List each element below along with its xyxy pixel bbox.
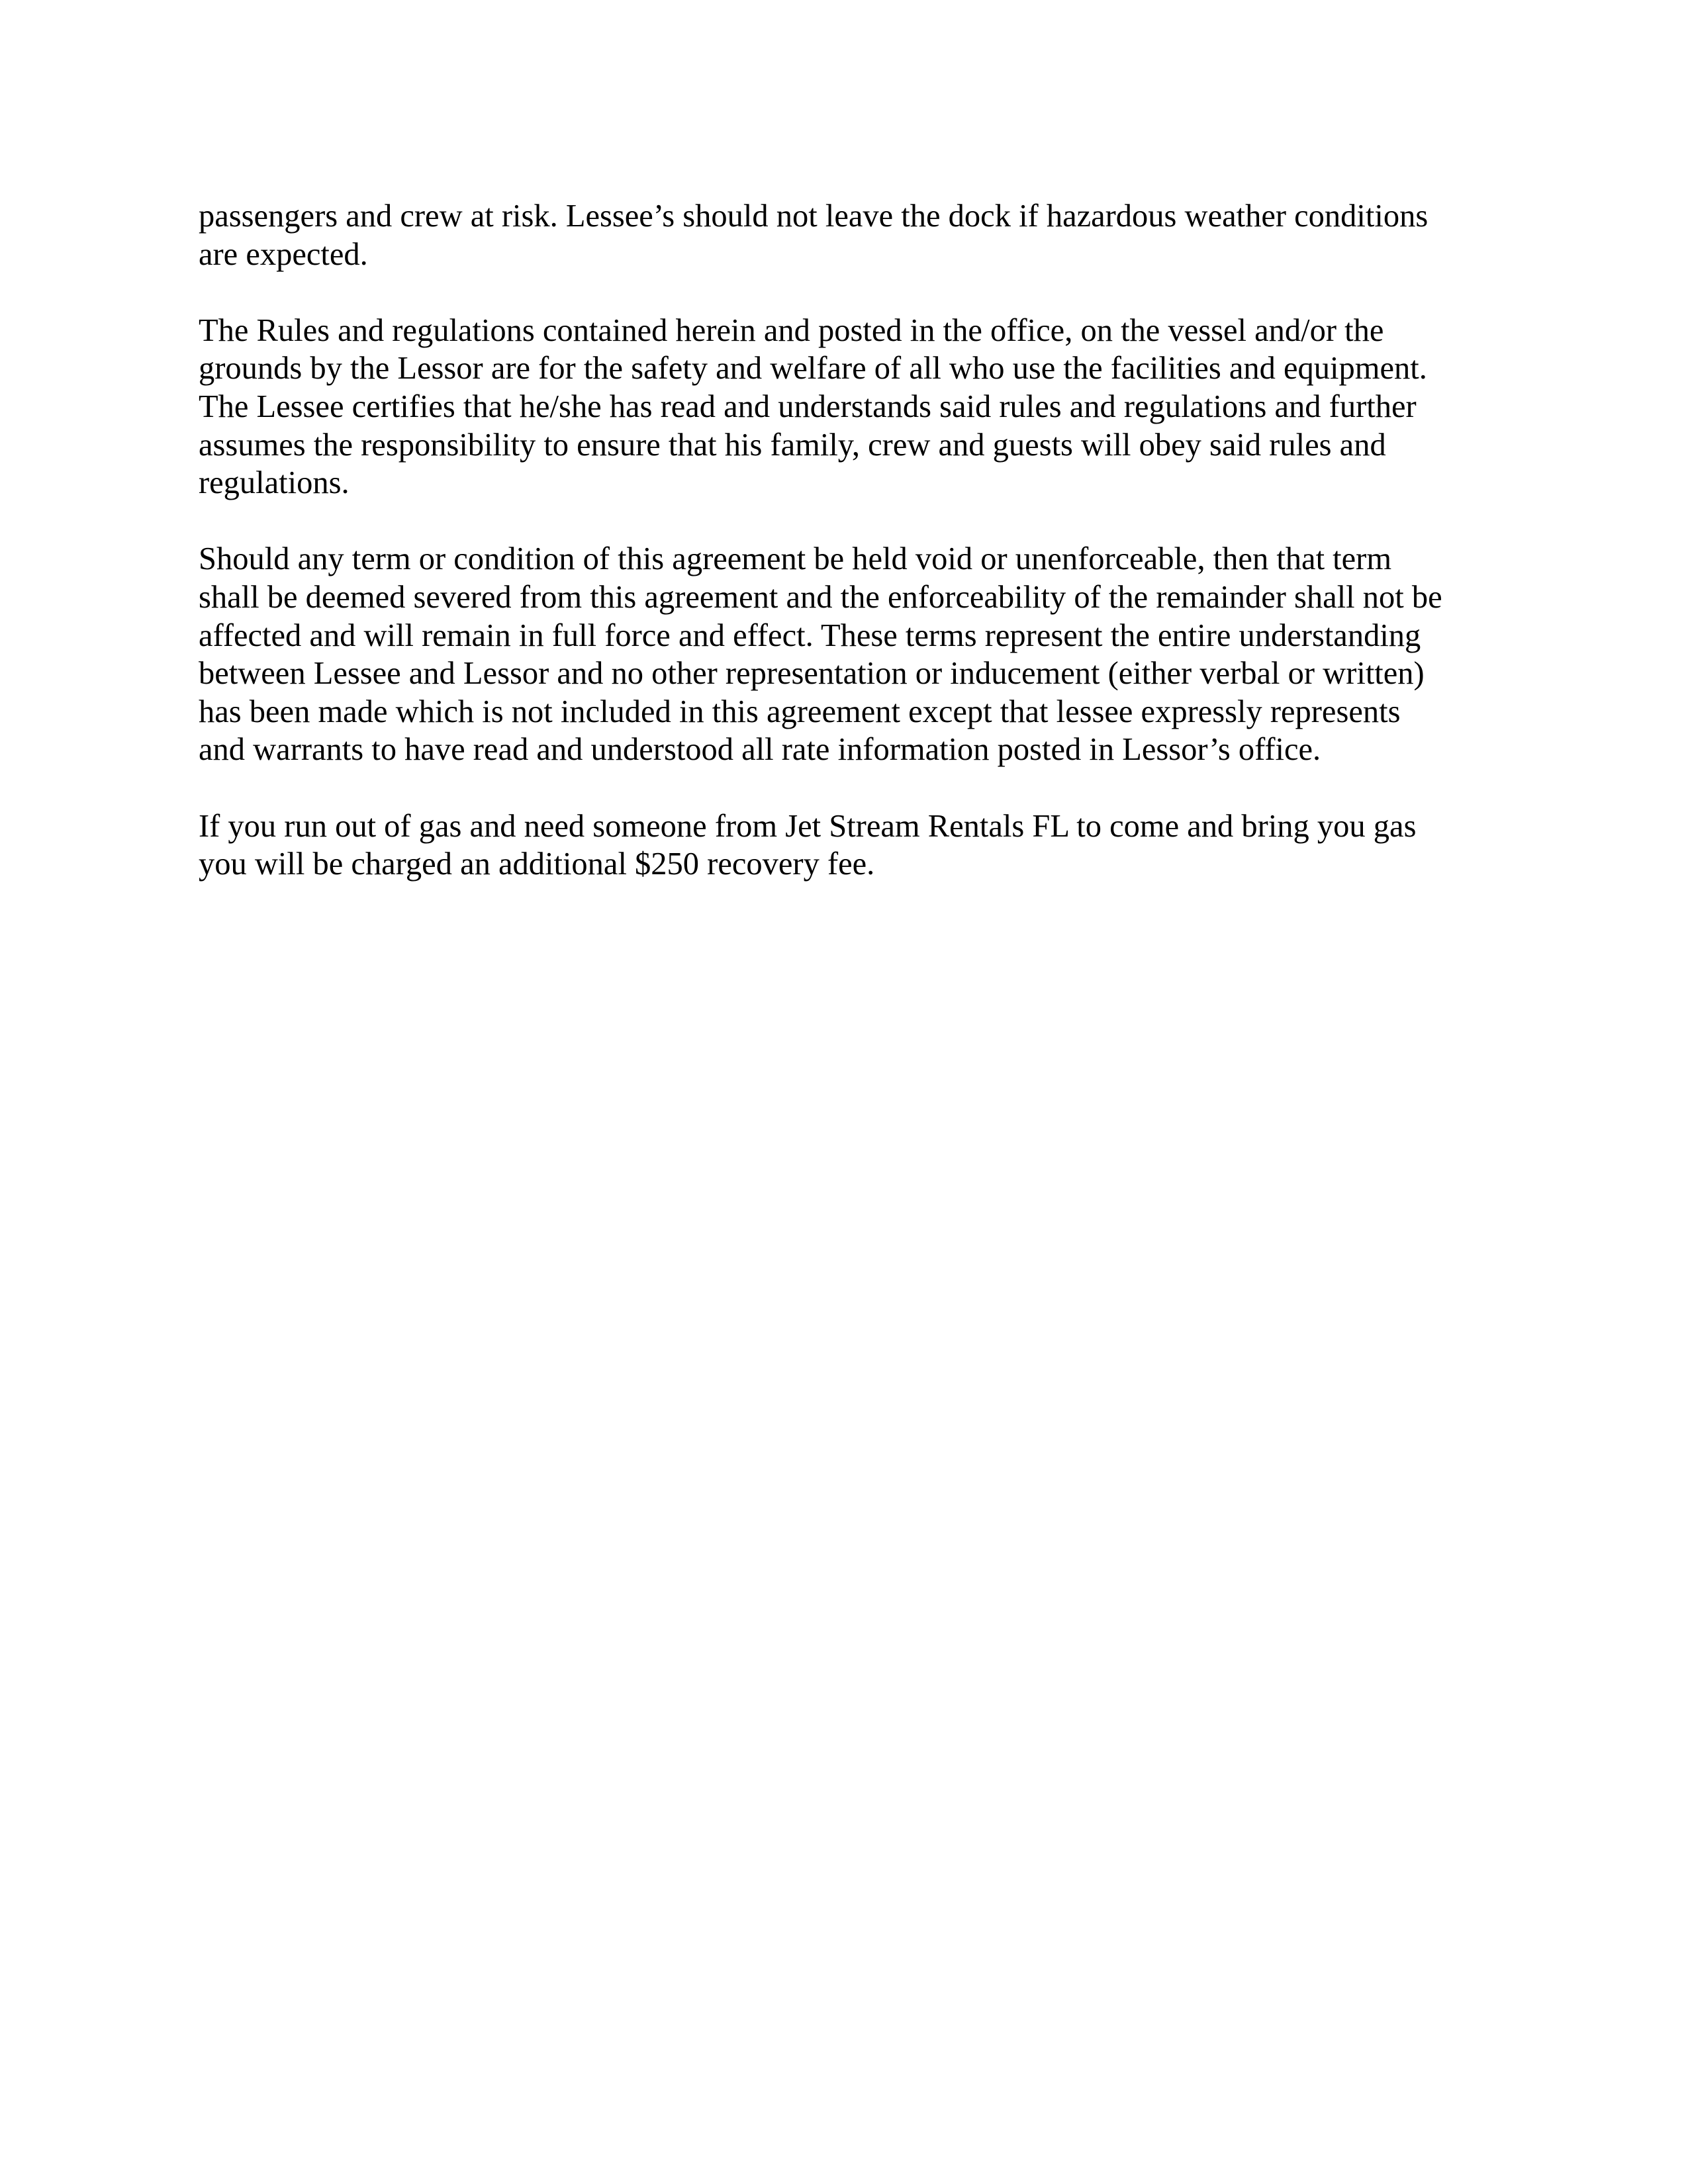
paragraph-rules-regulations [199,312,1496,502]
text-line: between Lessee and Lessor and no other representation or inducement (either verbal or written) [199,656,1425,692]
text-line: If you run out of gas and need someone from Jet Stream Rentals FL to come and bring you gas [199,808,1417,844]
text-line: Should any term or condition of this agreement be held void or unenforceable, then that term [199,541,1392,577]
text-line: The Rules and regulations contained herein and posted in the office, on the vessel and/or the [199,312,1384,348]
paragraph-recovery-fee [199,807,1496,884]
document-page [199,197,1496,921]
text-line: shall be deemed severed from this agreement and the enforceability of the remainder shall not be [199,579,1442,615]
text-line: assumes the responsibility to ensure that his family, crew and guests will obey said rules and [199,427,1386,463]
text-line: grounds by the Lessor are for the safety and welfare of all who use the facilities and equipment. [199,351,1427,387]
text-line: affected and will remain in full force and effect. These terms represent the entire understanding [199,617,1421,653]
paragraph-severability [199,540,1496,769]
text-line: passengers and crew at risk. Lessee’s should not leave the dock if hazardous weather conditions [199,199,1429,234]
text-line: you will be charged an additional $250 recovery fee. [199,846,875,882]
text-line: regulations. [199,465,350,501]
text-line: The Lessee certifies that he/she has read and understands said rules and regulations and further [199,388,1417,424]
text-line: and warrants to have read and understood all rate information posted in Lessor’s office. [199,732,1321,768]
paragraph-weather-warning [199,197,1496,273]
text-line: are expected. [199,236,368,272]
text-line: has been made which is not included in this agreement except that lessee expressly represents [199,694,1401,729]
